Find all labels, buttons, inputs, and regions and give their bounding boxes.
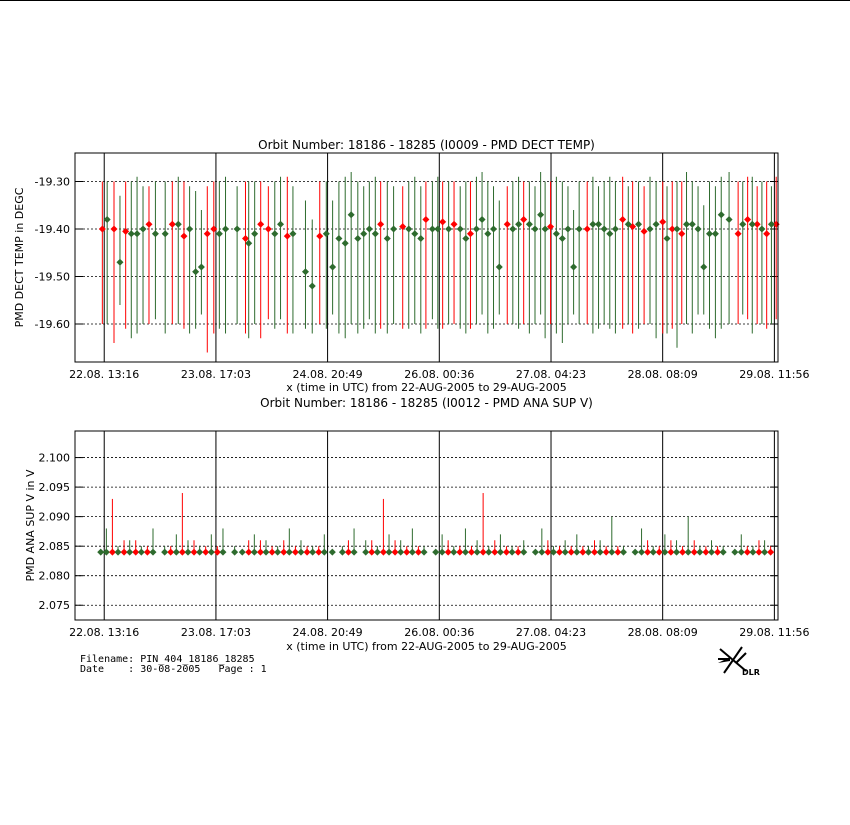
data-point <box>138 549 145 556</box>
data-point <box>457 226 464 233</box>
data-point <box>720 549 727 556</box>
data-point <box>134 230 141 237</box>
data-point <box>321 549 328 556</box>
data-point <box>537 211 544 218</box>
data-point <box>538 549 545 556</box>
data-point <box>111 226 118 233</box>
chart-title: Orbit Number: 18186 - 18285 (I0009 - PMD DECT TEMP) <box>258 138 595 152</box>
data-point <box>462 235 469 242</box>
data-point <box>653 221 660 228</box>
data-point <box>509 226 516 233</box>
data-point <box>329 549 336 556</box>
data-point <box>601 226 608 233</box>
data-point <box>515 221 522 228</box>
data-point <box>749 549 756 556</box>
data-point <box>735 230 742 237</box>
x-tick-label: 23.08. 17:03 <box>180 626 252 639</box>
data-point <box>635 221 642 228</box>
data-point <box>390 226 397 233</box>
data-point <box>372 230 379 237</box>
data-point <box>329 264 336 271</box>
x-tick-label: 29.08. 11:56 <box>739 626 810 639</box>
x-tick-label: 27.08. 04:23 <box>515 626 587 639</box>
data-point <box>485 549 492 556</box>
data-point <box>397 549 404 556</box>
x-tick-label: 28.08. 08:09 <box>627 626 698 639</box>
data-point <box>570 264 577 271</box>
data-point <box>767 549 774 556</box>
x-tick-label: 28.08. 08:09 <box>627 368 698 381</box>
data-point <box>576 226 583 233</box>
data-point <box>695 226 702 233</box>
data-point <box>354 235 361 242</box>
data-point <box>450 549 457 556</box>
data-point <box>257 221 264 228</box>
data-point <box>526 221 533 228</box>
data-point <box>316 233 323 240</box>
y-tick-label: 2.100 <box>38 451 70 465</box>
data-point <box>140 226 147 233</box>
data-point <box>608 549 615 556</box>
y-tick-label: 2.090 <box>38 510 70 524</box>
data-point <box>208 549 215 556</box>
data-point <box>726 216 733 223</box>
data-point <box>638 549 645 556</box>
x-axis-label: x (time in UTC) from 22-AUG-2005 to 29-AUG-2005 <box>286 381 567 394</box>
data-point <box>192 268 199 275</box>
data-point <box>445 226 452 233</box>
data-point <box>497 549 504 556</box>
data-point <box>451 221 458 228</box>
data-point <box>161 549 168 556</box>
x-tick-label: 23.08. 17:03 <box>180 368 252 381</box>
data-point <box>439 218 446 225</box>
data-point <box>184 549 191 556</box>
data-point <box>411 230 418 237</box>
y-axis-label: PMD DECT TEMP in DEGC <box>13 187 26 328</box>
y-tick-label: 2.080 <box>38 569 70 583</box>
y-tick-label: 2.095 <box>38 481 70 495</box>
data-point <box>417 235 424 242</box>
data-point <box>432 549 439 556</box>
data-point <box>564 226 571 233</box>
data-point <box>553 230 560 237</box>
data-point <box>116 259 123 266</box>
data-point <box>234 226 241 233</box>
data-point <box>479 216 486 223</box>
data-point <box>685 549 692 556</box>
data-point <box>335 235 342 242</box>
data-point <box>739 221 746 228</box>
data-point <box>216 230 223 237</box>
data-point <box>302 268 309 275</box>
data-point <box>173 549 180 556</box>
data-point <box>150 549 157 556</box>
data-point <box>297 549 304 556</box>
y-axis-label: PMD ANA SUP V in V <box>24 469 37 582</box>
data-point <box>712 230 719 237</box>
data-point <box>504 221 511 228</box>
data-point <box>597 549 604 556</box>
x-tick-label: 26.08. 00:36 <box>404 368 475 381</box>
data-point <box>162 230 169 237</box>
data-point <box>309 283 316 290</box>
data-point <box>620 549 627 556</box>
data-point <box>265 226 272 233</box>
data-point <box>664 235 671 242</box>
data-point <box>496 264 503 271</box>
data-point <box>650 549 657 556</box>
y-tick-label: -19.40 <box>34 223 70 236</box>
data-point <box>186 226 193 233</box>
data-point <box>145 221 152 228</box>
data-point <box>204 230 211 237</box>
data-point <box>467 230 474 237</box>
x-axis-label: x (time in UTC) from 22-AUG-2005 to 29-AUG-2005 <box>286 640 567 653</box>
data-point <box>761 549 768 556</box>
x-tick-label: 29.08. 11:56 <box>739 368 810 381</box>
data-point <box>585 549 592 556</box>
data-point <box>700 264 707 271</box>
data-point <box>222 226 229 233</box>
logo-text: DLR <box>742 668 760 677</box>
data-point <box>366 226 373 233</box>
data-point <box>271 230 278 237</box>
data-point <box>520 216 527 223</box>
data-point <box>409 549 416 556</box>
data-point <box>274 549 281 556</box>
data-point <box>405 226 412 233</box>
data-point <box>559 235 566 242</box>
y-tick-label: -19.30 <box>34 175 70 189</box>
data-point <box>562 549 569 556</box>
data-point <box>573 549 580 556</box>
data-point <box>360 230 367 237</box>
data-point <box>659 218 666 225</box>
plot-frame <box>75 431 778 620</box>
data-point <box>262 549 269 556</box>
x-tick-label: 24.08. 20:49 <box>292 626 363 639</box>
y-tick-label: -19.60 <box>34 318 70 331</box>
data-point <box>219 549 226 556</box>
data-point <box>377 221 384 228</box>
data-point <box>619 216 626 223</box>
data-point <box>490 226 497 233</box>
data-point <box>738 549 745 556</box>
data-point <box>286 549 293 556</box>
data-point <box>749 221 756 228</box>
data-point <box>632 549 639 556</box>
data-point <box>509 549 516 556</box>
data-point <box>532 549 539 556</box>
data-point <box>708 549 715 556</box>
data-point <box>520 549 527 556</box>
data-point <box>198 264 205 271</box>
data-point <box>689 221 696 228</box>
data-point <box>348 211 355 218</box>
data-point <box>323 230 330 237</box>
data-point <box>763 230 770 237</box>
data-point <box>339 549 346 556</box>
data-point <box>239 549 246 556</box>
data-point <box>646 226 653 233</box>
data-point <box>606 230 613 237</box>
data-point <box>384 235 391 242</box>
data-point <box>696 549 703 556</box>
data-point <box>595 221 602 228</box>
data-point <box>473 226 480 233</box>
data-point <box>351 549 358 556</box>
data-point <box>231 549 238 556</box>
data-point <box>641 228 648 235</box>
footer-date: Date : 30-08-2005 Page : 1 <box>80 664 267 675</box>
data-point <box>126 549 133 556</box>
data-point <box>277 221 284 228</box>
data-point <box>115 549 122 556</box>
data-point <box>196 549 203 556</box>
data-point <box>531 226 538 233</box>
data-point <box>421 549 428 556</box>
chart-2 <box>24 396 809 653</box>
y-tick-label: -19.50 <box>34 270 70 284</box>
x-tick-label: 27.08. 04:23 <box>515 368 587 381</box>
data-point <box>175 221 182 228</box>
data-point <box>731 549 738 556</box>
data-point <box>584 226 591 233</box>
x-tick-label: 22.08. 13:16 <box>69 368 140 381</box>
data-point <box>612 226 619 233</box>
data-point <box>386 549 393 556</box>
y-tick-label: 2.085 <box>38 540 70 554</box>
x-tick-label: 26.08. 00:36 <box>404 626 475 639</box>
data-point <box>474 549 481 556</box>
data-point <box>718 211 725 218</box>
data-point <box>309 549 316 556</box>
footer-filename: Filename: PIN_404_18186_18285 <box>80 654 255 665</box>
x-tick-label: 24.08. 20:49 <box>292 368 363 381</box>
footer-block <box>80 655 267 675</box>
data-point <box>251 230 258 237</box>
data-point <box>484 230 491 237</box>
data-point <box>152 230 159 237</box>
chart-1 <box>13 138 809 394</box>
data-point <box>362 549 369 556</box>
data-point <box>374 549 381 556</box>
data-point <box>169 221 176 228</box>
data-point <box>422 216 429 223</box>
data-point <box>251 549 258 556</box>
y-tick-label: 2.075 <box>38 599 70 613</box>
data-point <box>744 216 751 223</box>
chart-title: Orbit Number: 18186 - 18285 (I0012 - PMD ANA SUP V) <box>260 396 593 410</box>
data-point <box>342 240 349 247</box>
data-point <box>180 233 187 240</box>
data-point <box>758 226 765 233</box>
data-point <box>99 226 106 233</box>
data-point <box>674 226 681 233</box>
data-point <box>434 226 441 233</box>
series-2 <box>97 517 768 556</box>
x-tick-label: 22.08. 13:16 <box>69 626 140 639</box>
data-point <box>462 549 469 556</box>
data-point <box>678 230 685 237</box>
dlr-logo-icon <box>716 645 760 677</box>
data-point <box>673 549 680 556</box>
